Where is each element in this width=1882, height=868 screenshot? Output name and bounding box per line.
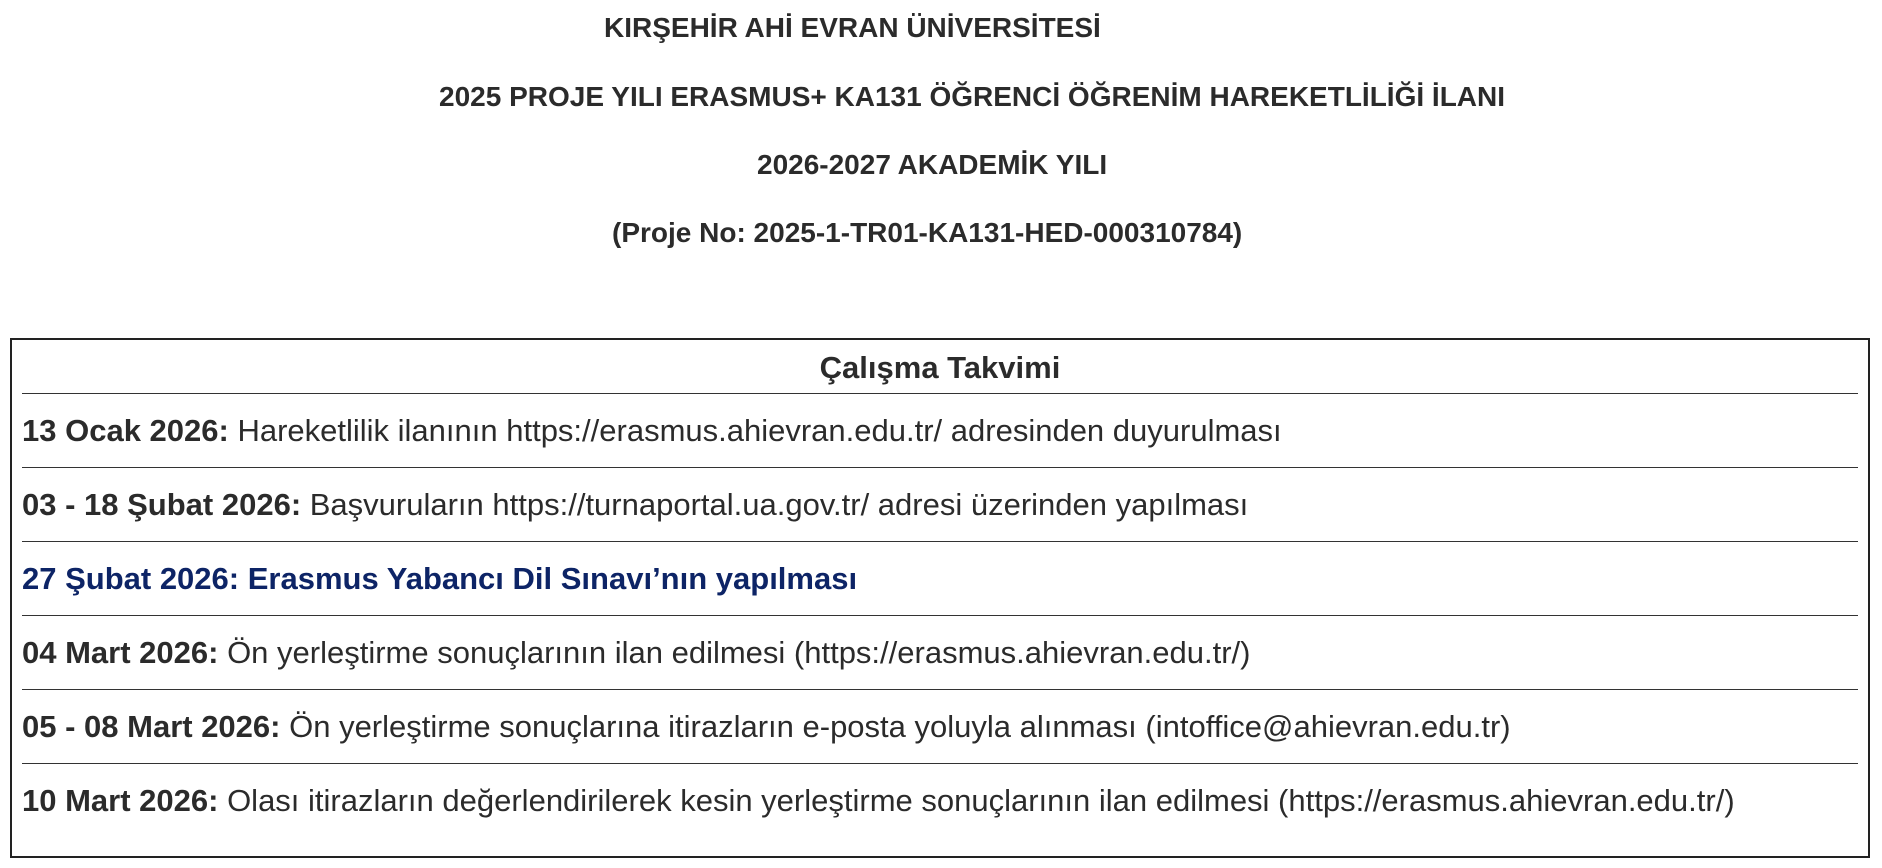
schedule-row-date: 10 Mart 2026: [22, 783, 219, 818]
schedule-table [10, 338, 1870, 858]
schedule-row-text: Erasmus Yabancı Dil Sınavı’nın yapılması [239, 561, 858, 596]
schedule-row-date: 27 Şubat 2026: [22, 561, 240, 596]
announcement-title: 2025 PROJE YILI ERASMUS+ KA131 ÖĞRENCİ ÖĞRENİM HAREKETLİLİĞİ İLANI [439, 81, 1506, 112]
schedule-title: Çalışma Takvimi [22, 340, 1858, 394]
schedule-row [22, 764, 1858, 837]
university-name: KIRŞEHİR AHİ EVRAN ÜNİVERSİTESİ [604, 12, 1101, 43]
academic-year: 2026-2027 AKADEMİK YILI [757, 149, 1108, 180]
schedule-row-text: Ön yerleştirme sonuçlarına itirazların e-posta yoluyla alınması (intoffice@ahievran.edu.tr) [280, 709, 1511, 744]
schedule-row-date: 03 - 18 Şubat 2026: [22, 487, 302, 522]
schedule-row-highlighted [22, 542, 1858, 616]
schedule-row-text: Ön yerleştirme sonuçlarının ilan edilmesi (https://erasmus.ahievran.edu.tr/) [218, 635, 1251, 670]
schedule-row-date: 13 Ocak 2026: [22, 413, 229, 448]
schedule-row-text: Olası itirazların değerlendirilerek kesin yerleştirme sonuçlarının ilan edilmesi (https://erasmus.ahievran.edu.tr/) [218, 783, 1735, 818]
schedule-row-date: 04 Mart 2026: [22, 635, 219, 670]
project-number: (Proje No: 2025-1-TR01-KA131-HED-000310784) [612, 217, 1243, 248]
schedule-row [22, 394, 1858, 468]
schedule-row [22, 616, 1858, 690]
schedule-row [22, 690, 1858, 764]
schedule-row-text: Hareketlilik ilanının https://erasmus.ahievran.edu.tr/ adresinden duyurulması [228, 413, 1282, 448]
schedule-row-text: Başvuruların https://turnaportal.ua.gov.tr/ adresi üzerinden yapılması [301, 487, 1249, 522]
schedule-row [22, 468, 1858, 542]
schedule-row-date: 05 - 08 Mart 2026: [22, 709, 281, 744]
